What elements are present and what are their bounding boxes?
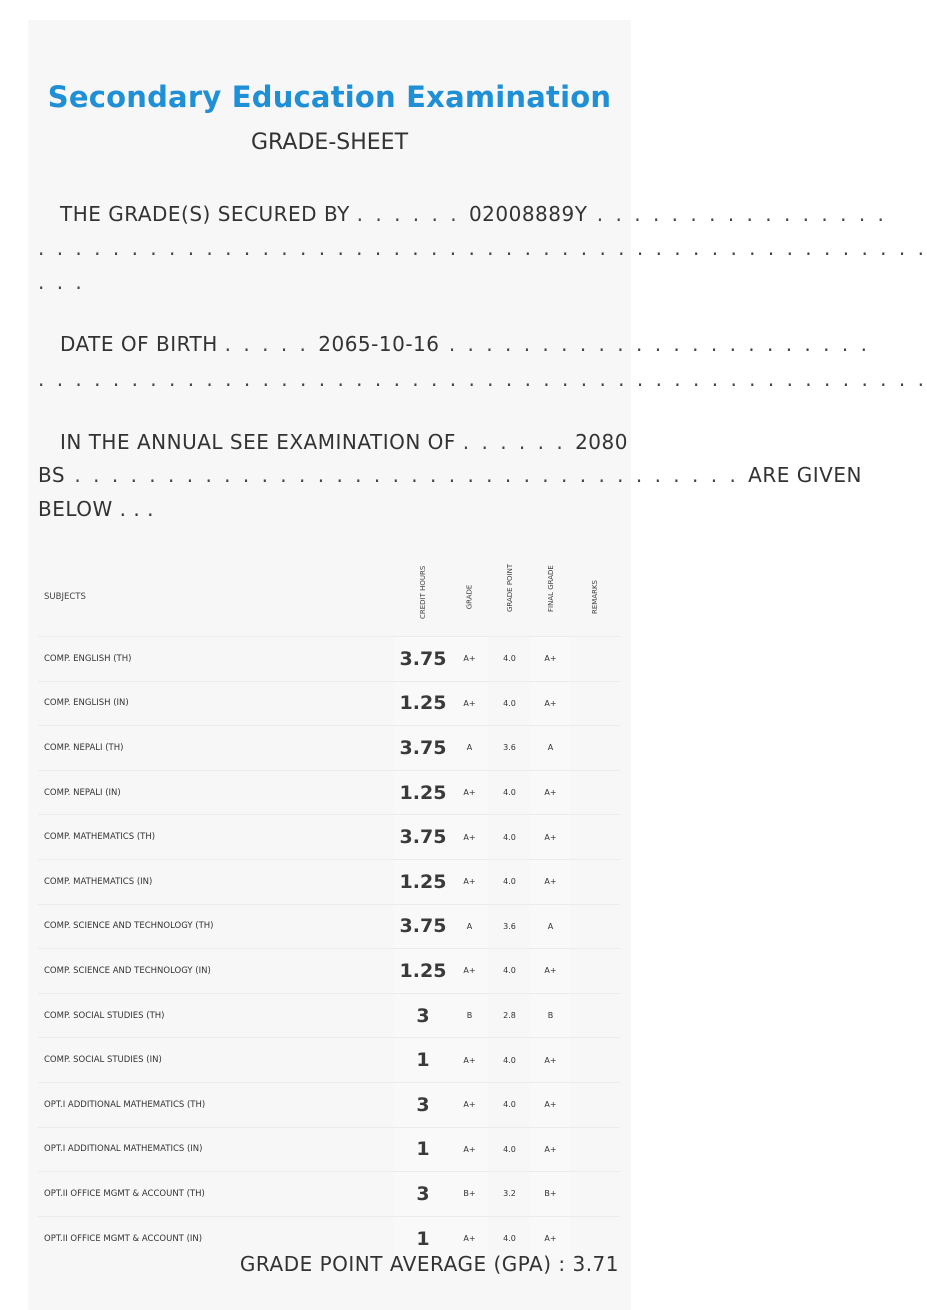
final-grade-cell: A: [531, 726, 570, 771]
grade-cell: A+: [451, 1082, 488, 1127]
final-grade-cell: A+: [531, 637, 570, 682]
sheet-subtitle: GRADE-SHEET: [250, 130, 409, 155]
remarks-cell: [570, 1127, 620, 1172]
remarks-cell: [570, 770, 620, 815]
dob-line: DATE OF BIRTH . . . . . 2065-10-16 . . . . . . . . . . . . . . . . . . . . . . .: [60, 332, 870, 356]
dotted-line: . . . . . . . . . . . . . . . . . . . . . . . . . . . . . . . . . . . . . . . . . . . . . . . .: [38, 236, 927, 260]
grade-point-cell: 4.0: [488, 1127, 531, 1172]
final-grade-cell: B+: [531, 1172, 570, 1217]
subject-cell: OPT.I ADDITIONAL MATHEMATICS (IN): [38, 1127, 395, 1172]
grade-point-cell: 3.6: [488, 726, 531, 771]
grade-cell: A+: [451, 1038, 488, 1083]
subject-cell: OPT.I ADDITIONAL MATHEMATICS (TH): [38, 1082, 395, 1127]
final-grade-cell: A+: [531, 1216, 570, 1260]
credit-hours-cell: 3: [395, 993, 451, 1038]
grade-cell: A+: [451, 770, 488, 815]
exam-line: IN THE ANNUAL SEE EXAMINATION OF . . . . . . 2080: [60, 430, 628, 454]
subject-cell: OPT.II OFFICE MGMT & ACCOUNT (IN): [38, 1216, 395, 1260]
grade-point-cell: 2.8: [488, 993, 531, 1038]
remarks-cell: [570, 993, 620, 1038]
grade-point-cell: 3.2: [488, 1172, 531, 1217]
grade-cell: A+: [451, 1127, 488, 1172]
subject-cell: COMP. MATHEMATICS (IN): [38, 859, 395, 904]
grade-cell: A+: [451, 1216, 488, 1260]
exam-line-2: BS . . . . . . . . . . . . . . . . . . . . . . . . . . . . . . . . . . . . ARE GIVEN: [38, 463, 862, 487]
grades-secured-line: THE GRADE(S) SECURED BY . . . . . . 02008889Y . . . . . . . . . . . . . . . .: [60, 202, 887, 226]
grade-point-cell: 4.0: [488, 815, 531, 860]
credit-hours-cell: 1: [395, 1038, 451, 1083]
final-grade-cell: B: [531, 993, 570, 1038]
dotted-line: . . . . . . . . . . . . . . . . . . . . . . . . . . . . . . . . . . . . . . . . . . . . . . . .: [38, 367, 927, 391]
subject-cell: COMP. ENGLISH (IN): [38, 681, 395, 726]
grade-sheet: [28, 20, 927, 1310]
subject-cell: COMP. ENGLISH (TH): [38, 637, 395, 682]
bs-label: BS: [38, 463, 66, 487]
credit-hours-cell: 3: [395, 1082, 451, 1127]
final-grade-cell: A+: [531, 1127, 570, 1172]
credit-hours-cell: 1.25: [395, 859, 451, 904]
grade-point-cell: 4.0: [488, 770, 531, 815]
table-row: [38, 1127, 620, 1172]
table-row: [38, 681, 620, 726]
table-row: [38, 770, 620, 815]
gpa-label: GRADE POINT AVERAGE (GPA) :: [239, 1252, 566, 1276]
exam-year: 2080: [575, 430, 628, 454]
remarks-cell: [570, 1172, 620, 1217]
credit-hours-cell: 1.25: [395, 681, 451, 726]
table-row: [38, 637, 620, 682]
credit-hours-cell: 3: [395, 1172, 451, 1217]
gpa-value: 3.71: [572, 1252, 619, 1276]
header-credit-hours: CREDIT HOURS: [419, 565, 427, 619]
remarks-cell: [570, 1082, 620, 1127]
are-given-label: ARE GIVEN: [748, 463, 862, 487]
final-grade-cell: A+: [531, 949, 570, 994]
table-row: [38, 1172, 620, 1217]
grades-secured-label: THE GRADE(S) SECURED BY: [60, 202, 350, 226]
remarks-cell: [570, 637, 620, 682]
remarks-cell: [570, 815, 620, 860]
grade-cell: A: [451, 726, 488, 771]
subject-cell: COMP. NEPALI (TH): [38, 726, 395, 771]
grade-cell: A+: [451, 815, 488, 860]
header-subjects: SUBJECTS: [44, 592, 86, 602]
dob-label: DATE OF BIRTH: [60, 332, 218, 356]
table-row: [38, 1038, 620, 1083]
grade-cell: A+: [451, 681, 488, 726]
grade-cell: A: [451, 904, 488, 949]
gpa-line: [240, 1252, 619, 1276]
subject-cell: COMP. NEPALI (IN): [38, 770, 395, 815]
grade-point-cell: 4.0: [488, 1038, 531, 1083]
final-grade-cell: A+: [531, 681, 570, 726]
grade-cell: A+: [451, 949, 488, 994]
table-row: [38, 904, 620, 949]
header-remarks: REMARKS: [590, 579, 599, 615]
table-row: [38, 1082, 620, 1127]
remarks-cell: [570, 949, 620, 994]
remarks-cell: [570, 726, 620, 771]
final-grade-cell: A+: [531, 770, 570, 815]
table-row: [38, 993, 620, 1038]
subject-cell: COMP. SCIENCE AND TECHNOLOGY (TH): [38, 904, 395, 949]
grade-point-cell: 4.0: [488, 1216, 531, 1260]
grade-cell: A+: [451, 859, 488, 904]
remarks-cell: [570, 904, 620, 949]
grade-cell: B+: [451, 1172, 488, 1217]
table-header-row: [38, 558, 620, 637]
credit-hours-cell: 1: [395, 1127, 451, 1172]
dotted-line: . . .: [38, 270, 85, 294]
credit-hours-cell: 1.25: [395, 949, 451, 994]
credit-hours-cell: 1: [395, 1216, 451, 1260]
grade-cell: B: [451, 993, 488, 1038]
subject-cell: COMP. MATHEMATICS (TH): [38, 815, 395, 860]
subject-cell: COMP. SCIENCE AND TECHNOLOGY (IN): [38, 949, 395, 994]
header-final-grade: FINAL GRADE: [546, 565, 555, 612]
credit-hours-cell: 3.75: [395, 637, 451, 682]
credit-hours-cell: 1.25: [395, 770, 451, 815]
table-row: [38, 726, 620, 771]
credit-hours-cell: 3.75: [395, 815, 451, 860]
below-label: BELOW . . .: [38, 497, 154, 521]
grade-point-cell: 4.0: [488, 637, 531, 682]
grade-point-cell: 4.0: [488, 949, 531, 994]
final-grade-cell: A+: [531, 815, 570, 860]
table-row: [38, 949, 620, 994]
dob-value: 2065-10-16: [318, 332, 440, 356]
final-grade-cell: A+: [531, 1038, 570, 1083]
exam-title: Secondary Education Examination: [47, 80, 612, 114]
credit-hours-cell: 3.75: [395, 726, 451, 771]
remarks-cell: [570, 859, 620, 904]
grade-point-cell: 4.0: [488, 859, 531, 904]
grade-cell: A+: [451, 637, 488, 682]
credit-hours-cell: 3.75: [395, 904, 451, 949]
exam-label: IN THE ANNUAL SEE EXAMINATION OF: [60, 430, 456, 454]
final-grade-cell: A+: [531, 859, 570, 904]
grade-point-cell: 4.0: [488, 1082, 531, 1127]
table-row: [38, 859, 620, 904]
subject-cell: COMP. SOCIAL STUDIES (TH): [38, 993, 395, 1038]
subject-cell: COMP. SOCIAL STUDIES (IN): [38, 1038, 395, 1083]
grade-point-cell: 4.0: [488, 681, 531, 726]
subject-cell: OPT.II OFFICE MGMT & ACCOUNT (TH): [38, 1172, 395, 1217]
header-grade-point: GRADE POINT: [505, 563, 514, 612]
symbol-number: 02008889Y: [468, 202, 588, 226]
final-grade-cell: A: [531, 904, 570, 949]
grade-point-cell: 3.6: [488, 904, 531, 949]
grades-table: [38, 558, 620, 1260]
table-row: [38, 815, 620, 860]
remarks-cell: [570, 1038, 620, 1083]
final-grade-cell: A+: [531, 1082, 570, 1127]
header-grade: GRADE: [465, 584, 474, 610]
remarks-cell: [570, 681, 620, 726]
